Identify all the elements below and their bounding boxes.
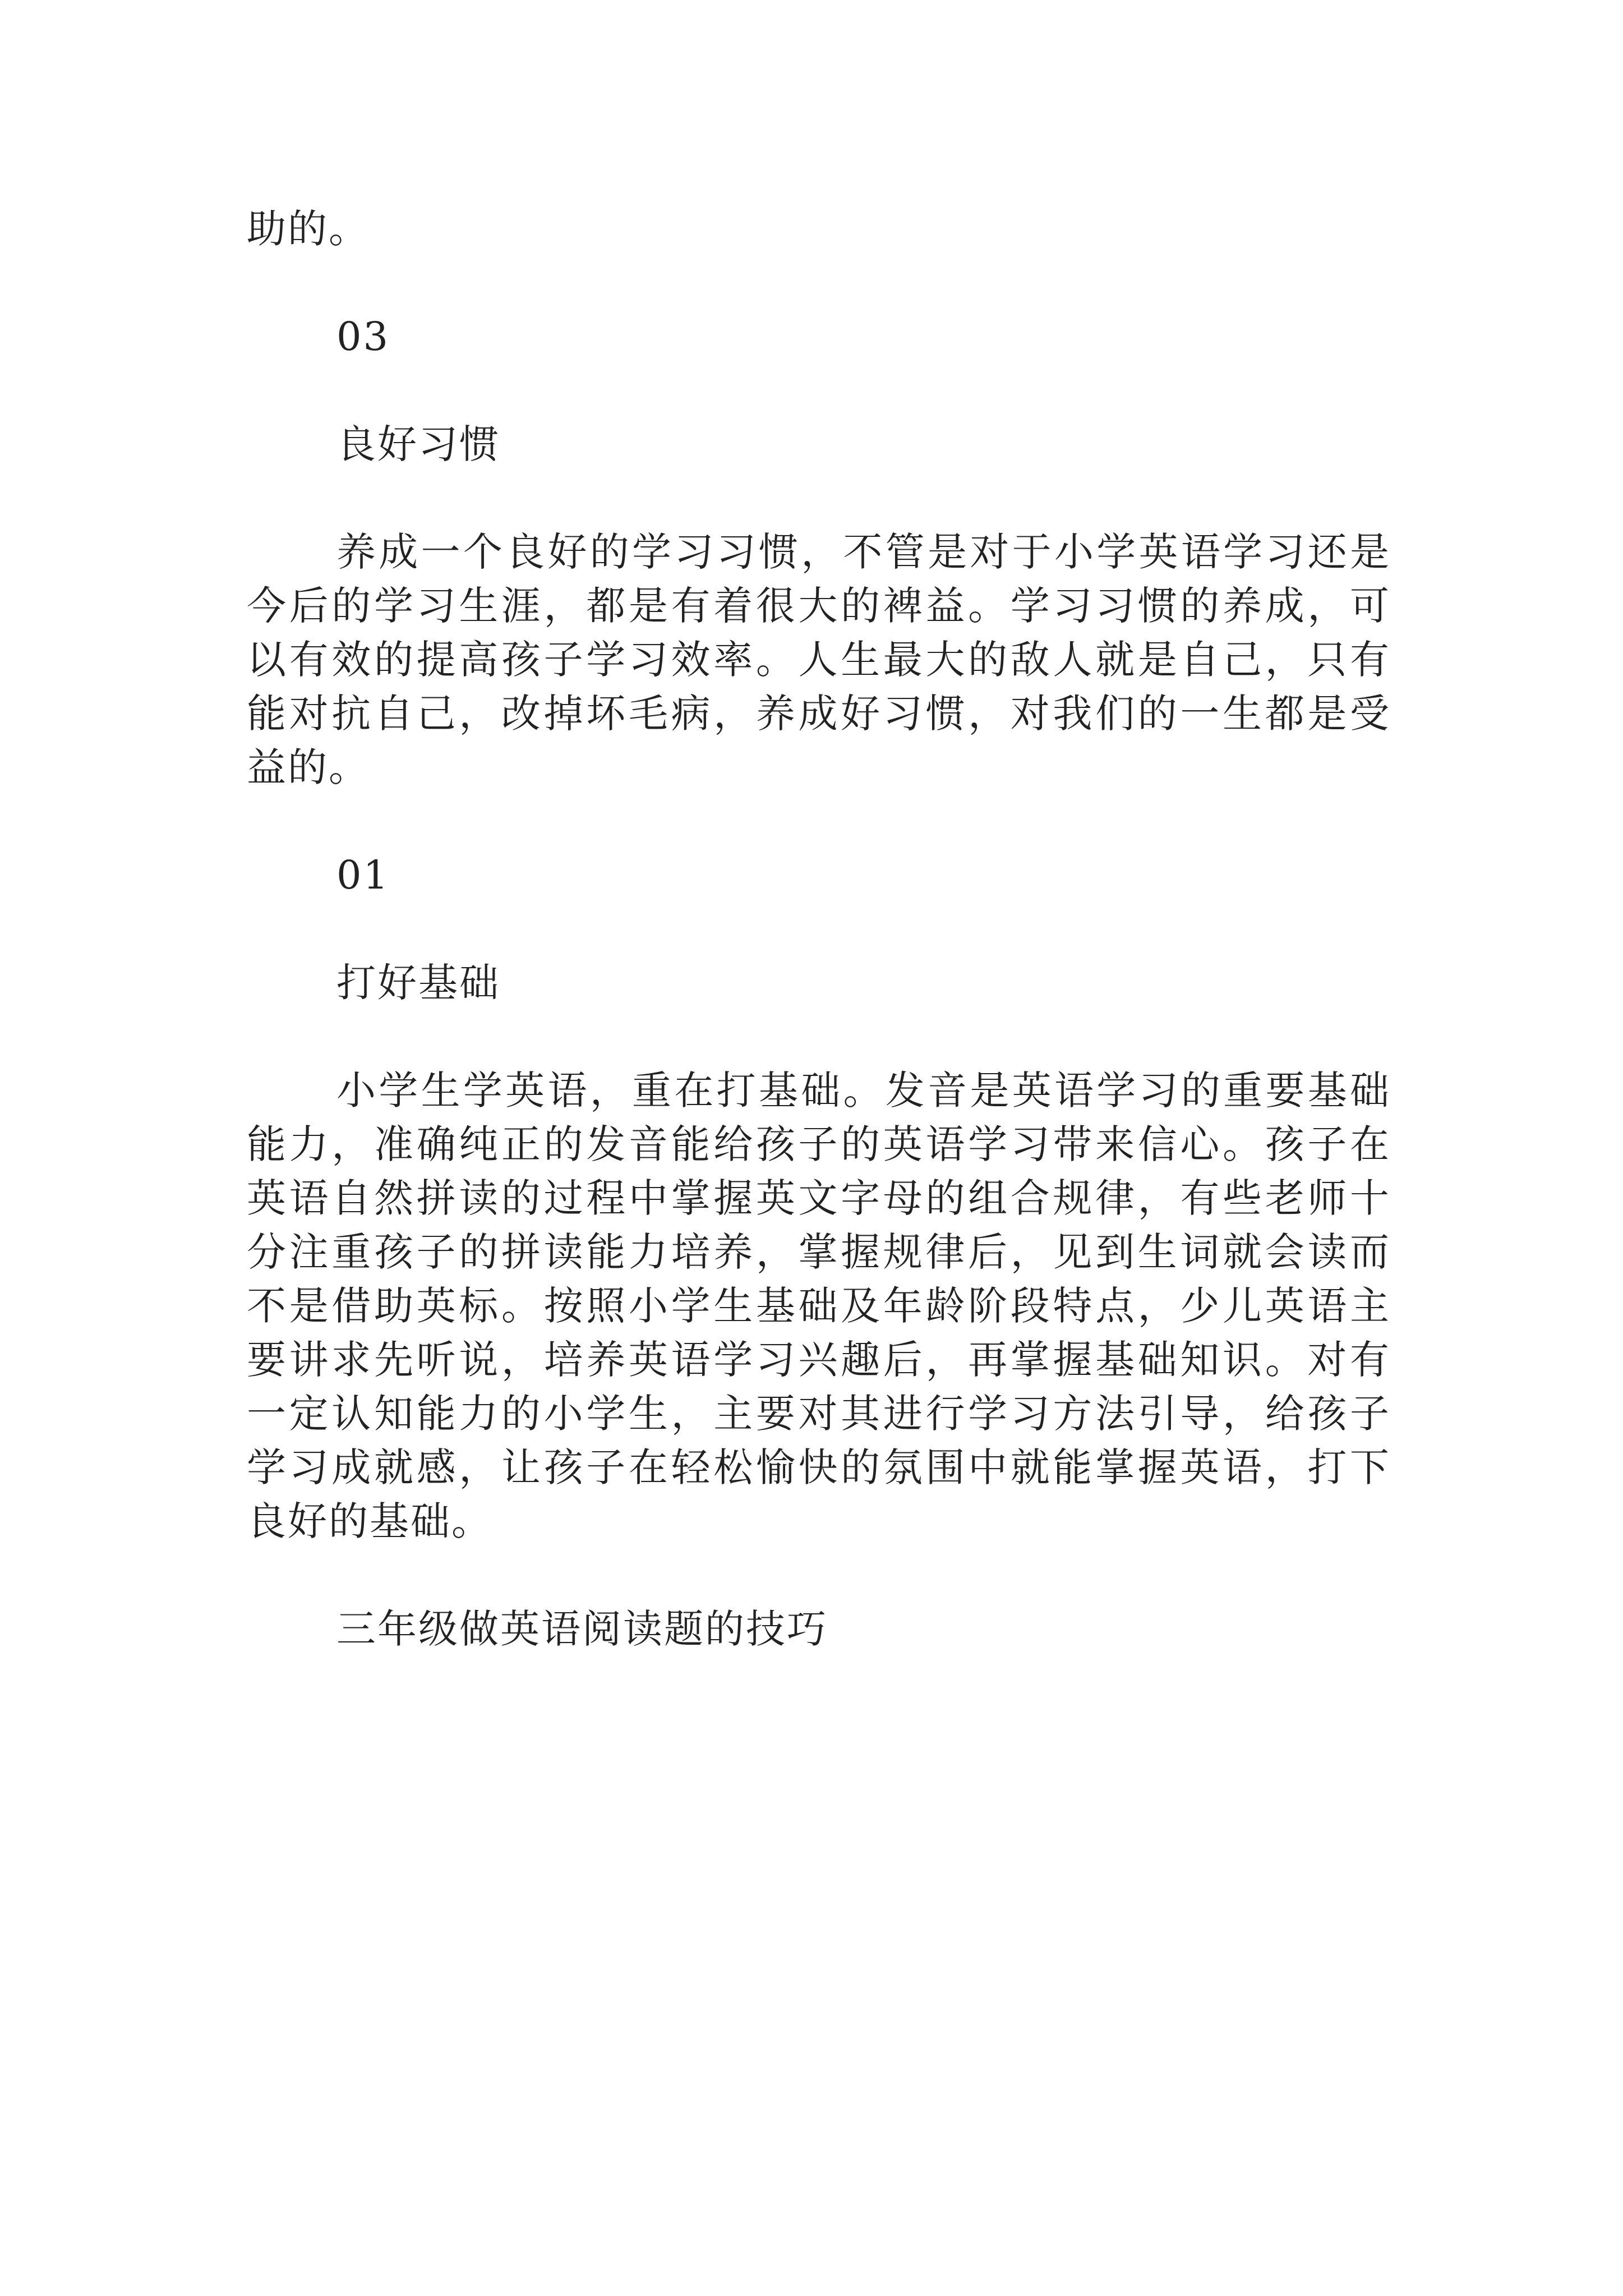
paragraph-good-habits: 养成一个良好的学习习惯，不管是对于小学英语学习还是今后的学习生涯，都是有着很大的裨益。学习习惯的养成，可以有效的提高孩子学习效率。人生最大的敌人就是自己，只有能对抗自己，改掉坏毛病，养成好习惯，对我们的一生都是受益的。 — [247, 529, 1391, 790]
section-heading: 良好习惯 — [336, 421, 500, 467]
section-title: 三年级做英语阅读题的技巧 — [336, 1606, 828, 1652]
section-heading: 打好基础 — [336, 960, 500, 1006]
document-body — [247, 202, 1391, 1710]
section-number: 01 — [336, 852, 390, 898]
section-number: 03 — [336, 314, 390, 360]
paragraph-foundation: 小学生学英语，重在打基础。发音是英语学习的重要基础能力，准确纯正的发音能给孩子的英语学习带来信心。孩子在英语自然拼读的过程中掌握英文字母的组合规律，有些老师十分注重孩子的拼读能力培养，掌握规律后，见到生词就会读而不是借助英标。按照小学生基础及年龄阶段特点，少儿英语主要讲求先听说，培养英语学习兴趣后，再掌握基础知识。对有一定认知能力的小学生，主要对其进行学习方法引导，给孩子学习成就感，让孩子在轻松愉快的氛围中就能掌握英语，打下良好的基础。 — [247, 1068, 1391, 1544]
paragraph-continuation: 助的。 — [247, 206, 370, 252]
